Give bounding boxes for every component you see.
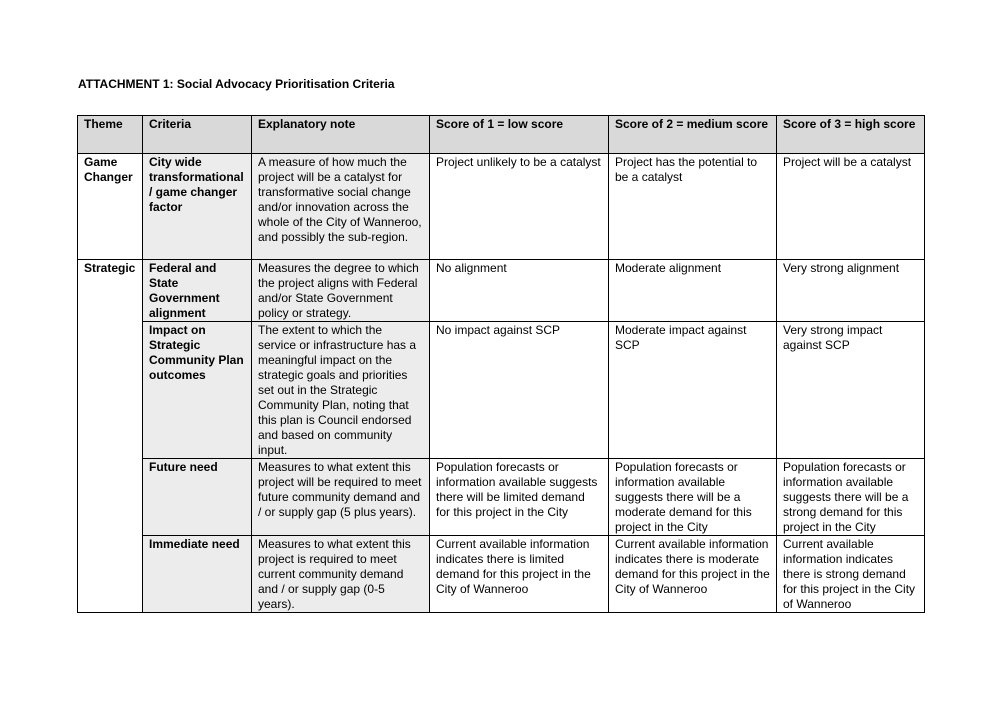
score-2-cell: Moderate impact against SCP <box>609 322 777 459</box>
score-2-cell: Current available information indicates there is moderate demand for this project in the City of Wanneroo <box>609 536 777 613</box>
criteria-cell: Impact on Strategic Community Plan outcomes <box>143 322 252 459</box>
score-2-cell: Population forecasts or information available suggests there will be a moderate demand for this project in the City <box>609 459 777 536</box>
header-score-2: Score of 2 = medium score <box>609 116 777 154</box>
score-3-cell: Current available information indicates there is strong demand for this project in the City of Wanneroo <box>777 536 925 613</box>
table-header-row <box>78 116 925 154</box>
score-1-cell: Current available information indicates there is limited demand for this project in the City of Wanneroo <box>430 536 609 613</box>
table-row <box>78 459 925 536</box>
table-row <box>78 322 925 459</box>
theme-cell: Game Changer <box>78 154 143 260</box>
score-1-cell: Population forecasts or information available suggests there will be limited demand for this project in the City <box>430 459 609 536</box>
score-3-cell: Population forecasts or information available suggests there will be a strong demand for this project in the City <box>777 459 925 536</box>
score-1-cell: No impact against SCP <box>430 322 609 459</box>
score-3-cell: Very strong alignment <box>777 260 925 322</box>
criteria-cell: Immediate need <box>143 536 252 613</box>
document-title: ATTACHMENT 1: Social Advocacy Prioritisation Criteria <box>78 77 395 91</box>
header-theme: Theme <box>78 116 143 154</box>
explanatory-note-cell: The extent to which the service or infrastructure has a meaningful impact on the strategic goals and priorities set out in the Strategic Community Plan, noting that this plan is Council endorsed and based on community input. <box>252 322 430 459</box>
explanatory-note-cell: Measures to what extent this project will be required to meet future community demand and / or supply gap (5 plus years). <box>252 459 430 536</box>
score-1-cell: Project unlikely to be a catalyst <box>430 154 609 260</box>
score-2-cell: Moderate alignment <box>609 260 777 322</box>
score-3-cell: Very strong impact against SCP <box>777 322 925 459</box>
header-criteria: Criteria <box>143 116 252 154</box>
criteria-cell: Future need <box>143 459 252 536</box>
header-score-1: Score of 1 = low score <box>430 116 609 154</box>
theme-cell: Strategic <box>78 260 143 613</box>
score-3-cell: Project will be a catalyst <box>777 154 925 260</box>
score-1-cell: No alignment <box>430 260 609 322</box>
table-row <box>78 536 925 613</box>
explanatory-note-cell: Measures to what extent this project is required to meet current community demand and / or supply gap (0-5 years). <box>252 536 430 613</box>
criteria-cell: City wide transformational / game changer factor <box>143 154 252 260</box>
explanatory-note-cell: Measures the degree to which the project aligns with Federal and/or State Government policy or strategy. <box>252 260 430 322</box>
prioritisation-criteria-table <box>77 115 925 613</box>
header-explanatory-note: Explanatory note <box>252 116 430 154</box>
criteria-cell: Federal and State Government alignment <box>143 260 252 322</box>
table-row <box>78 154 925 260</box>
score-2-cell: Project has the potential to be a catalyst <box>609 154 777 260</box>
table-row <box>78 260 925 322</box>
explanatory-note-cell: A measure of how much the project will be a catalyst for transformative social change and/or innovation across the whole of the City of Wanneroo, and possibly the sub-region. <box>252 154 430 260</box>
header-score-3: Score of 3 = high score <box>777 116 925 154</box>
